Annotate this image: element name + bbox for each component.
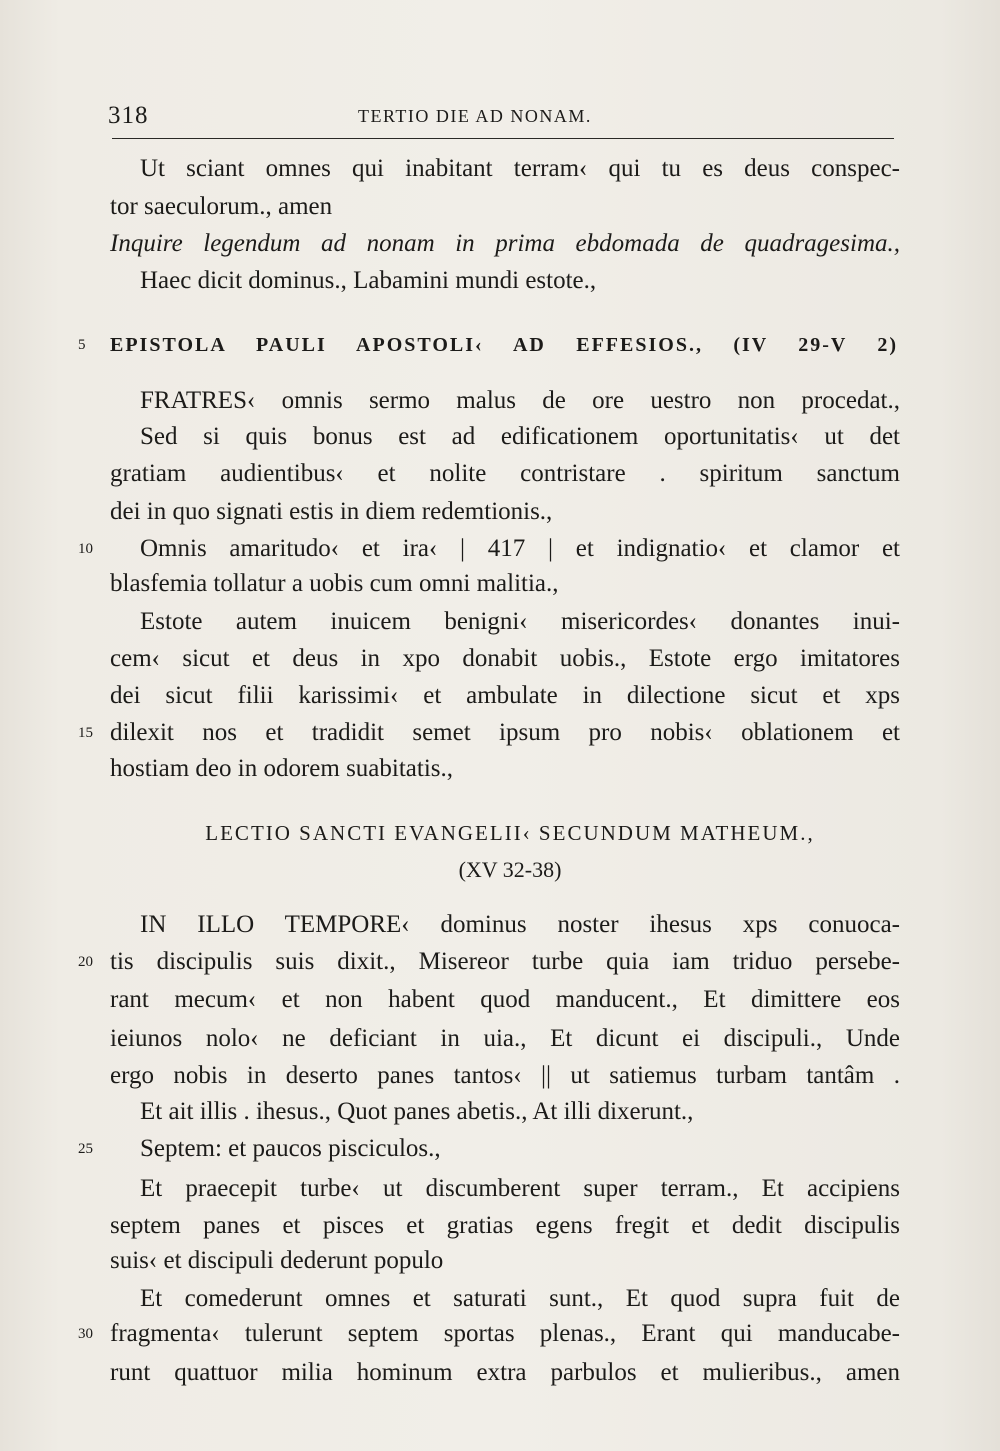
line-number: 20: [78, 954, 93, 970]
section-heading: EPISTOLA PAULI APOSTOLI‹ AD EFFESIOS., (IV 29-V 2): [110, 334, 898, 356]
text-line: Estote autem inuicem benigni‹ misericordes‹ donantes inui-: [140, 608, 900, 635]
text-line: tor saeculorum., amen: [110, 193, 333, 220]
section-heading: LECTIO SANCTI EVANGELII‹ SECUNDUM MATHEUM.,: [205, 821, 815, 845]
text-line: ieiunos nolo‹ ne deficiant in uia., Et dicunt ei discipuli., Unde: [110, 1025, 900, 1052]
text-line: IN ILLO TEMPORE‹ dominus noster ihesus xps conuoca-: [140, 911, 900, 938]
text-line: dei sicut filii karissimi‹ et ambulate in dilectione sicut et xps: [110, 682, 900, 709]
section-reference: (XV 32-38): [458, 857, 562, 882]
text-line: cem‹ sicut et deus in xpo donabit uobis., Estote ergo imitatores: [110, 645, 900, 672]
line-number: 25: [78, 1141, 93, 1157]
header-rule: [112, 138, 894, 139]
text-line: Sed si quis bonus est ad edificationem oportunitatis‹ ut det: [140, 423, 900, 450]
text-line: Septem: et paucos pisciculos.,: [140, 1135, 441, 1162]
page-number: 318: [108, 102, 149, 129]
line-number: 10: [78, 541, 93, 557]
line-number: 30: [78, 1326, 93, 1342]
text-line: Omnis amaritudo‹ et ira‹ | 417 | et indignatio‹ et clamor et: [140, 535, 900, 562]
text-line: blasfemia tollatur a uobis cum omni malitia.,: [110, 570, 559, 597]
text-line: hostiam deo in odorem suabitatis.,: [110, 755, 454, 782]
line-number: 15: [78, 725, 93, 741]
text-line: suis‹ et discipuli dederunt populo: [110, 1247, 444, 1274]
text-line: runt quattuor milia hominum extra parbulos et mulieribus., amen: [110, 1359, 900, 1386]
running-title: TERTIO DIE AD NONAM.: [358, 106, 592, 126]
rubric-line: Inquire legendum ad nonam in prima ebdomada de quadragesima.,: [110, 230, 900, 257]
text-line: Et comederunt omnes et saturati sunt., Et quod supra fuit de: [140, 1285, 900, 1312]
text-line: Et praecepit turbe‹ ut discumberent super terram., Et accipiens: [140, 1175, 900, 1202]
text-line: Haec dicit dominus., Labamini mundi estote.,: [140, 267, 597, 294]
text-line: gratiam audientibus‹ et nolite contristare . spiritum sanctum: [110, 460, 900, 487]
text-line: fragmenta‹ tulerunt septem sportas plenas., Erant qui manducabe-: [110, 1320, 900, 1347]
text-line: rant mecum‹ et non habent quod manducent., Et dimittere eos: [110, 986, 900, 1013]
text-line: Et ait illis . ihesus., Quot panes abetis., At illi dixerunt.,: [140, 1098, 694, 1125]
text-line: Ut sciant omnes qui inabitant terram‹ qui tu es deus conspec-: [140, 155, 900, 182]
text-line: tis discipulis suis dixit., Misereor turbe quia iam triduo persebe-: [110, 948, 900, 975]
text-line: dei in quo signati estis in diem redemtionis.,: [110, 498, 553, 525]
text-line: septem panes et pisces et gratias egens fregit et dedit discipulis: [110, 1212, 900, 1239]
page-header: [108, 96, 893, 136]
text-line: ergo nobis in deserto panes tantos‹ || ut satiemus turbam tantâm .: [110, 1062, 900, 1089]
text-line: FRATRES‹ omnis sermo malus de ore uestro non procedat.,: [140, 387, 900, 414]
line-number: 5: [78, 337, 86, 353]
text-line: dilexit nos et tradidit semet ipsum pro nobis‹ oblationem et: [110, 719, 900, 746]
